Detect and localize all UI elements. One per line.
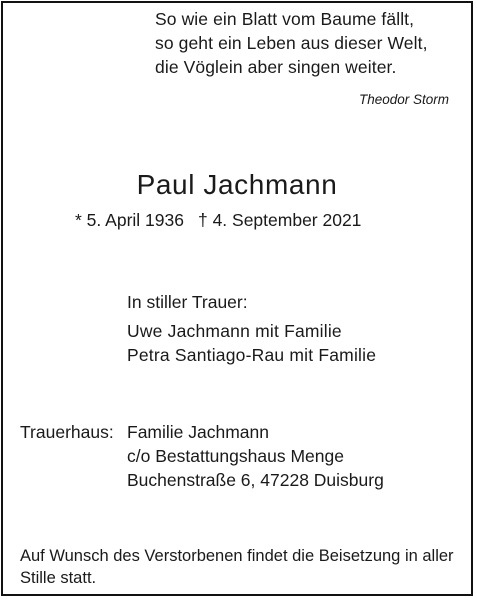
- poem-line: die Vöglein aber singen weiter.: [155, 57, 397, 77]
- poem-quote: [155, 7, 428, 79]
- poem-author: Theodor Storm: [358, 92, 449, 107]
- mourner-name: Petra Santiago-Rau mit Familie: [127, 345, 377, 365]
- mourner-name: Uwe Jachmann mit Familie: [127, 321, 342, 341]
- mourners-section: [127, 290, 376, 367]
- obituary-frame: [1, 1, 473, 596]
- poem-line: So wie ein Blatt vom Baume fällt,: [155, 9, 415, 29]
- mourning-house-address: [20, 420, 384, 492]
- address-line: Buchenstraße 6, 47228 Duisburg: [127, 470, 384, 490]
- mourners-label: In stiller Trauer:: [127, 292, 248, 312]
- poem-line: so geht ein Leben aus dieser Welt,: [155, 33, 428, 53]
- life-dates: [75, 210, 361, 231]
- deceased-name: Paul Jachmann: [136, 169, 338, 200]
- address-line: c/o Bestattungshaus Menge: [127, 446, 344, 466]
- address-line: Familie Jachmann: [127, 422, 269, 442]
- address-label: Trauerhaus:: [20, 422, 114, 442]
- death-date: † 4. September 2021: [197, 210, 362, 230]
- birth-date: * 5. April 1936: [75, 210, 184, 230]
- closing-note: Auf Wunsch des Verstorbenen findet die Beisetzung in aller Stille statt.: [20, 547, 454, 587]
